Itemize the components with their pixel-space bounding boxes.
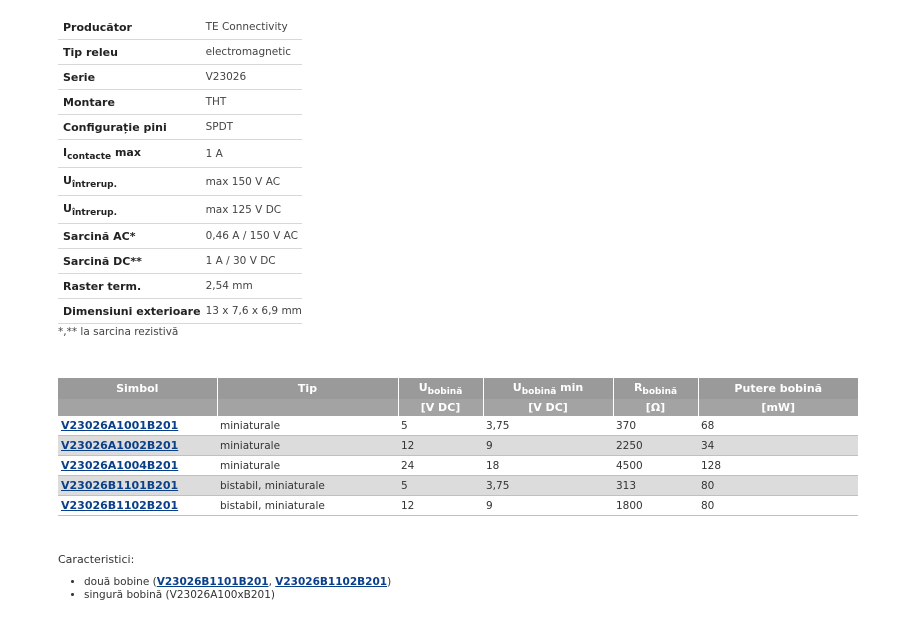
cell-putere: 80 [698,476,858,496]
cell-putere: 68 [698,416,858,436]
product-link[interactable]: V23026B1102B201 [275,576,388,588]
spec-label-suffix: max [111,145,141,159]
unit-cell: [V DC] [483,399,613,416]
header-r-main: R [633,380,643,394]
units-row [58,399,858,416]
spec-value: electromagnetic [201,40,302,65]
spec-label: Configurație pini [58,115,201,140]
spec-value: max 125 V DC [201,196,302,224]
cell-u: 5 [398,416,483,436]
spec-label [58,168,201,196]
spec-label: Dimensiuni exterioare [58,299,201,324]
cell-umin: 9 [483,496,613,516]
spec-label-sub: întrerup. [71,179,117,190]
product-link[interactable]: V23026A1001B201 [61,419,179,432]
header-umin-sub: bobină [521,386,557,397]
cell-putere: 80 [698,496,858,516]
specifications-table [58,15,302,324]
caracteristici-list [70,576,391,602]
spec-label-sub: contacte [67,151,112,162]
cell-putere: 128 [698,456,858,476]
spec-label-sub: întrerup. [71,207,117,218]
table-row [58,456,858,476]
cell-r: 2250 [613,436,698,456]
item-prefix: două bobine ( [84,576,157,588]
product-link[interactable]: V23026B1102B201 [61,499,179,512]
spec-row [58,168,302,196]
cell-simbol [58,456,217,476]
product-link[interactable]: V23026A1004B201 [61,459,179,472]
spec-value: V23026 [201,65,302,90]
unit-cell [58,399,217,416]
cell-r: 370 [613,416,698,436]
spec-label: Serie [58,65,201,90]
caracteristici-title: Caracteristici: [58,553,135,566]
spec-row [58,196,302,224]
footnote: *,** la sarcina rezistivă [58,326,179,338]
cell-u: 12 [398,436,483,456]
spec-label: Montare [58,90,201,115]
unit-cell: [mW] [698,399,858,416]
spec-label [58,140,201,168]
spec-row [58,140,302,168]
spec-value: SPDT [201,115,302,140]
spec-label [58,196,201,224]
spec-label: Producător [58,15,201,40]
cell-u: 24 [398,456,483,476]
table-row [58,436,858,456]
product-link[interactable]: V23026A1002B201 [61,439,179,452]
cell-u: 12 [398,496,483,516]
unit-cell [217,399,398,416]
table-row [58,496,858,516]
header-simbol[interactable]: Simbol [58,378,217,399]
spec-value: THT [201,90,302,115]
header-u-bobina-min[interactable] [483,378,613,399]
item-suffix: ) [387,576,392,588]
spec-label: Raster term. [58,274,201,299]
cell-r: 313 [613,476,698,496]
cell-tip: bistabil, miniaturale [217,496,398,516]
spec-label-main: U [63,201,72,215]
cell-umin: 3,75 [483,476,613,496]
product-link[interactable]: V23026B1101B201 [61,479,179,492]
spec-row [58,65,302,90]
product-link[interactable]: V23026B1101B201 [156,576,269,588]
header-u-sub: bobină [427,386,463,397]
spec-value: TE Connectivity [201,15,302,40]
cell-umin: 9 [483,436,613,456]
spec-value: 1 A / 30 V DC [201,249,302,274]
spec-row [58,299,302,324]
header-putere-bobina[interactable]: Putere bobină [698,378,858,399]
cell-tip: miniaturale [217,456,398,476]
spec-value: 13 x 7,6 x 6,9 mm [201,299,302,324]
spec-row [58,274,302,299]
cell-simbol [58,416,217,436]
header-r-bobina[interactable] [613,378,698,399]
spec-row [58,90,302,115]
spec-row [58,249,302,274]
header-umin-main: U [512,380,522,394]
products-table [58,378,858,516]
spec-label-main: U [63,173,72,187]
header-tip[interactable]: Tip [217,378,398,399]
table-header-row [58,378,858,399]
cell-simbol [58,476,217,496]
cell-simbol [58,496,217,516]
spec-label-main: I [63,145,68,159]
header-umin-suffix: min [556,380,584,394]
unit-cell: [V DC] [398,399,483,416]
unit-cell: [Ω] [613,399,698,416]
cell-u: 5 [398,476,483,496]
cell-simbol [58,436,217,456]
cell-r: 1800 [613,496,698,516]
list-item: • singură bobină (V23026A100xB201) [84,589,391,602]
spec-row [58,15,302,40]
cell-putere: 34 [698,436,858,456]
spec-label: Sarcină DC** [58,249,201,274]
item-separator: , [268,576,276,588]
header-u-main: U [418,380,428,394]
spec-value: 1 A [201,140,302,168]
spec-row [58,115,302,140]
spec-value: 0,46 A / 150 V AC [201,224,302,249]
table-row [58,416,858,436]
spec-label: Tip releu [58,40,201,65]
cell-umin: 3,75 [483,416,613,436]
header-r-sub: bobină [642,386,678,397]
table-row [58,476,858,496]
cell-umin: 18 [483,456,613,476]
spec-row [58,224,302,249]
spec-value: max 150 V AC [201,168,302,196]
list-item [84,576,391,589]
spec-value: 2,54 mm [201,274,302,299]
spec-row [58,40,302,65]
header-u-bobina[interactable] [398,378,483,399]
cell-tip: miniaturale [217,436,398,456]
cell-r: 4500 [613,456,698,476]
cell-tip: bistabil, miniaturale [217,476,398,496]
spec-label: Sarcină AC* [58,224,201,249]
cell-tip: miniaturale [217,416,398,436]
